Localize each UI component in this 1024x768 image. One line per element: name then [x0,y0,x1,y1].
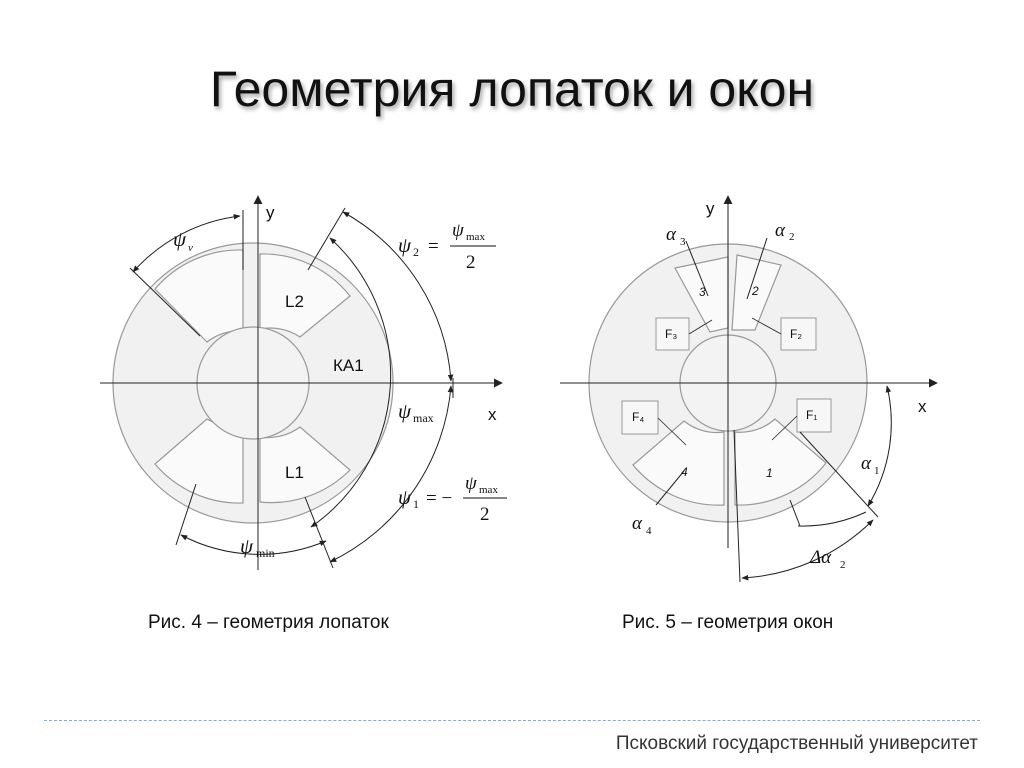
fig5-alpha1-arc [868,386,891,506]
fig5-f1-label: F₁ [806,408,818,422]
fig5-alpha1-sub: 1 [874,465,880,477]
fig5-window-4-label: 4 [681,465,688,479]
fig4-psi2-eq: = [428,236,439,257]
fig4-blade-l2-label: L2 [285,292,304,311]
fig4-psi1-ray [305,497,333,568]
fig5-f2-label: F₂ [790,327,802,341]
fig5-f3-label: F₃ [665,327,678,341]
fig4-psi2-symbol: ψ [398,233,412,257]
footer-university: Псковский государственный университет [615,733,978,754]
fig4-psi-v-symbol: ψ [173,227,187,251]
fig4-psi2-ray [308,208,345,270]
fig4-y-label: y [266,203,275,222]
fig4-x-label: x [488,405,497,424]
fig5-f4-label: F₄ [632,410,645,424]
fig4-psi-v-sub: v [188,242,193,254]
fig4-psi-max-sub: max [413,411,434,425]
fig4-psi-max-symbol: ψ [398,399,412,423]
fig5-dalpha-sub: 2 [840,559,846,571]
fig4-caption: Рис. 4 – геометрия лопаток [148,612,389,633]
fig4-psi-min-sub: min [256,546,275,560]
fig5-caption: Рис. 5 – геометрия окон [622,612,834,633]
fig5-alpha2-symbol: α [775,220,785,241]
fig4-psi-min-symbol: ψ [240,534,254,558]
footer-divider [44,720,980,721]
fig5-dalpha-symbol: Δα [810,547,832,568]
fig5-window-1-label: 1 [766,466,773,480]
fig5-alpha1-symbol: α [861,453,871,474]
fig4-psi2-sub: 2 [413,245,419,259]
fig5-alpha4-symbol: α [632,513,642,534]
fig4-ring-label: КА1 [333,356,364,375]
fig4-blade-l1-label: L1 [285,463,304,482]
fig4-psi1-eq: = − [426,488,453,509]
fig5-alpha2-sub: 2 [789,231,795,243]
fig5-alpha3-sub: 3 [680,236,686,248]
fig5-window-2-label: 2 [752,284,759,298]
fig4-blade-geometry [100,196,507,570]
fig4-psi2-num: ψ [452,220,464,241]
fig4-psi2-den: 2 [466,252,476,273]
fig4-psi1-num-sub: max [479,484,498,496]
fig5-window-3-label: 3 [699,285,706,299]
fig5-x-label: x [918,397,927,416]
fig5-alpha3-symbol: α [666,224,676,245]
fig5-y-label: y [706,199,715,218]
fig5-window-geometry [560,196,937,582]
fig4-psi1-symbol: ψ [398,485,412,509]
fig5-dalpha-arc [742,520,873,578]
fig4-psi-min-arc [181,535,326,554]
fig5-alpha1-inner-arc [798,512,866,526]
fig4-psi1-den: 2 [480,504,490,525]
fig4-psi2-num-sub: max [466,231,485,243]
fig4-psi1-num: ψ [465,473,477,494]
slide-title: Геометрия лопаток и окон [209,61,815,117]
fig5-alpha4-sub: 4 [646,525,652,537]
fig4-psi1-sub: 1 [413,497,419,511]
